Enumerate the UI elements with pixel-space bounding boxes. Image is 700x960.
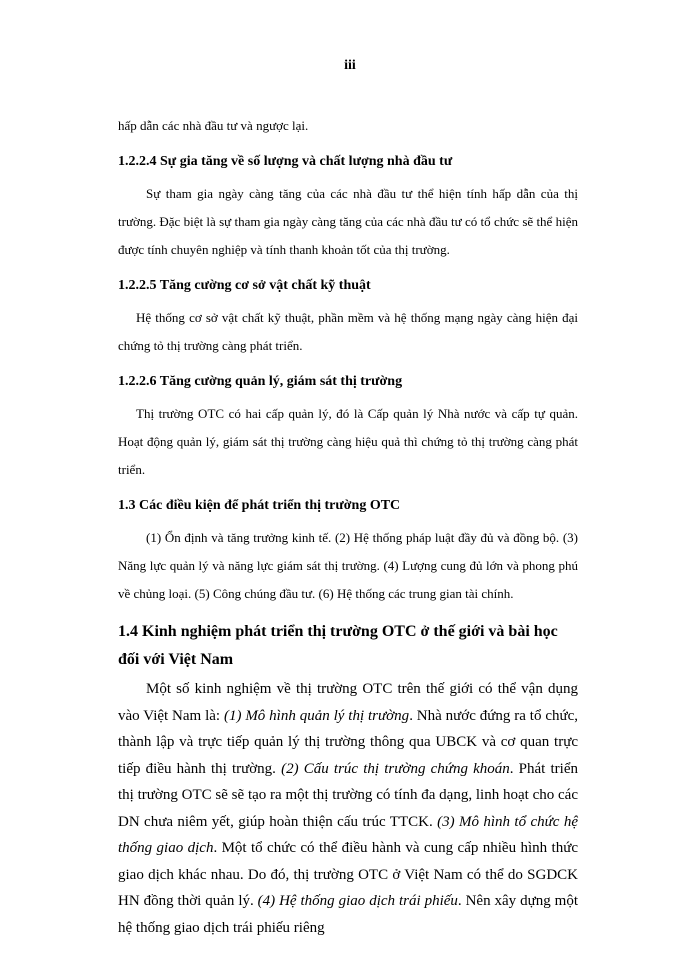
paragraph-1-2-2-4: Sự tham gia ngày càng tăng của các nhà đầu tư thể hiện tính hấp dẫn của thị trường. Đặc biệt là sự tham gia ngày càng tăng của các nhà đầu tư có tổ chức sẽ thể hiện được tính chuyên nghiệp và tính thanh khoản tốt của thị trường. (118, 186, 578, 257)
paragraph-1-4 (118, 676, 578, 941)
heading-1-4: 1.4 Kinh nghiệm phát triển thị trường OTC ở thế giới và bài học đối với Việt Nam (118, 623, 558, 668)
paragraph-1-2-2-6: Thị trường OTC có hai cấp quản lý, đó là Cấp quản lý Nhà nước và cấp tự quản. Hoạt động quản lý, giám sát thị trường càng hiệu quả thì chứng tỏ thị trường càng phát triển. (118, 406, 578, 477)
page-number: iii (344, 58, 356, 73)
text-run: . Phát triển thị trường OTC sẽ sẽ tạo ra một thị trường có tính đa dạng, linh hoạt cho các DN chưa niêm yết, giúp hoàn thiện cấu trúc TTCK. (118, 760, 578, 830)
intro-line: hấp dẫn các nhà đầu tư và ngược lại. (118, 118, 309, 133)
heading-1-2-2-6: 1.2.2.6 Tăng cường quản lý, giám sát thị trường (118, 374, 403, 389)
italic-run: (1) Mô hình quản lý thị trường (223, 707, 410, 724)
italic-run: (2) Cấu trúc thị trường chứng khoán (281, 760, 510, 777)
text-run: . Một tổ chức có thể điều hành và cung cấp nhiều hình thức giao dịch khác nhau. Do đó, thị trường OTC ở Việt Nam có thể do SGDCK HN đồng thời quản lý. (118, 840, 578, 909)
italic-run: (4) Hệ thống giao dịch trái phiếu (257, 893, 458, 909)
text-run: . Nên xây dựng một hệ thống giao dịch trái phiếu riêng (118, 893, 578, 936)
heading-1-2-2-4: 1.2.2.4 Sự gia tăng về số lượng và chất lượng nhà đầu tư (118, 154, 453, 169)
heading-1-2-2-5: 1.2.2.5 Tăng cường cơ sở vật chất kỹ thuật (118, 278, 371, 293)
text-run: Một số kinh nghiệm về thị trường OTC trên thế giới có thể vận dụng vào Việt Nam là: (118, 681, 578, 724)
heading-1-3: 1.3 Các điều kiện để phát triển thị trường OTC (118, 498, 401, 513)
paragraph-1-2-2-5: Hệ thống cơ sở vật chất kỹ thuật, phần mềm và hệ thống mạng ngày càng hiện đại chứng tỏ thị trường càng phát triển. (118, 310, 578, 353)
paragraph-1-3: (1) Ổn định và tăng trưởng kinh tế. (2) Hệ thống pháp luật đầy đủ và đồng bộ. (3) Năng lực quản lý và năng lực giám sát thị trường. (4) Lượng cung đủ lớn và phong phú về chủng loại. (5) Công chúng đầu tư. (6) Hệ thống các trung gian tài chính. (118, 530, 578, 601)
text-run: . Nhà nước đứng ra tổ chức, thành lập và trực tiếp quản lý thị trường thông qua UBCK và cơ quan trực tiếp điều hành thị trường. (118, 707, 579, 777)
document-body (118, 112, 578, 941)
italic-run: (3) Mô hình tổ chức hệ thống giao dịch (118, 813, 578, 856)
